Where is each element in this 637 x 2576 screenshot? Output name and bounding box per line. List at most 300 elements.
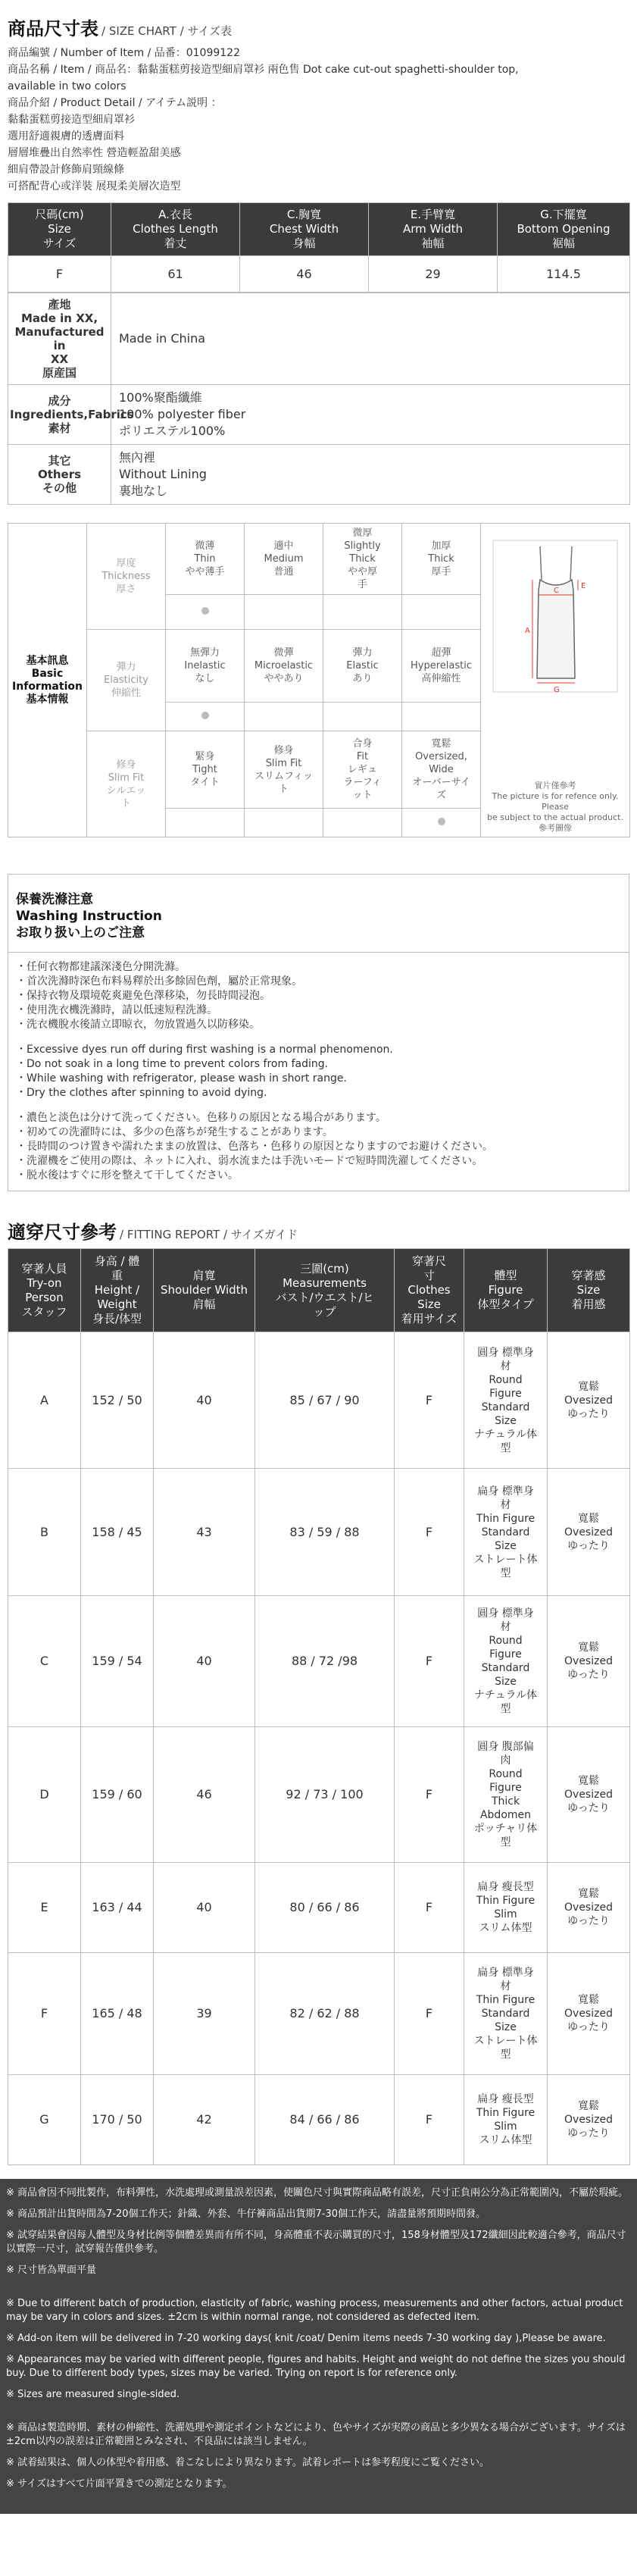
size-header-cell: [498, 203, 630, 256]
spacer: [16, 1100, 621, 1111]
header-line: E.手臂寬: [410, 208, 456, 221]
figure-line: 肉: [500, 1754, 511, 1767]
header-line: 体型タイプ: [477, 1297, 534, 1311]
option-line: レギュ: [347, 764, 377, 775]
header-line: 身長/体型: [92, 1312, 142, 1326]
option-line: ット: [352, 790, 373, 801]
label-line: Basic: [31, 667, 64, 680]
header-line: Chest Width: [269, 222, 339, 236]
wear-line: 寬鬆: [578, 1994, 599, 2006]
figure-line: 型: [500, 2049, 511, 2061]
figure-line: スリム体型: [479, 2134, 532, 2146]
shoulder-width: 40: [154, 1596, 255, 1727]
option-line: 適中: [273, 540, 294, 552]
washing-title-zh: 保養洗滌注意: [16, 892, 93, 907]
fitting-header-cell: [81, 1249, 154, 1332]
option-line: なし: [195, 673, 215, 684]
size-chart-title: 商品尺寸表: [8, 18, 98, 39]
shoulder-width: 39: [154, 1953, 255, 2075]
option-line: Thick: [428, 553, 454, 565]
clothes-size: F: [395, 2075, 464, 2165]
label-line: Manufactured in: [14, 325, 105, 352]
value-line: 無內裡: [119, 450, 156, 465]
figure-line: ナチュラル体: [473, 1689, 538, 1701]
wear-line: 寬鬆: [578, 1775, 599, 1787]
size-header-cell: [369, 203, 498, 256]
figure-line: Round: [489, 1635, 523, 1647]
figure-line: Standard: [481, 1401, 530, 1413]
figure-line: Size: [495, 2021, 517, 2033]
option-line: やや薄手: [185, 566, 225, 577]
header-line: Bottom Opening: [517, 222, 610, 236]
figure-type: [464, 1332, 548, 1469]
feature-option: [245, 731, 323, 809]
option-line: 普通: [273, 566, 294, 577]
figure-line: 扁身 標準身: [477, 1967, 534, 1979]
wear-line: ゆったり: [567, 2127, 610, 2139]
figure-line: Thick: [491, 1795, 520, 1808]
wear-line: Ovesized: [564, 1394, 613, 1407]
washing-title-ja: お取り扱い上のご注意: [16, 925, 145, 941]
basic-info-label: [8, 524, 87, 837]
label-line: 基本訊息: [26, 654, 69, 667]
washing-line: ・While washing with refrigerator, please wash in short range.: [16, 1072, 347, 1085]
option-line: 彈力: [352, 647, 373, 659]
washing-instruction: [8, 874, 629, 1191]
option-line: 寬鬆: [431, 738, 451, 750]
value-line: ポリエステル100%: [119, 424, 226, 438]
option-line: 微彈: [273, 647, 294, 659]
height-weight: 159 / 54: [81, 1596, 154, 1727]
spacer: [6, 2285, 631, 2297]
wear-line: 寬鬆: [578, 1888, 599, 1900]
header-line: バスト/ウエスト/ヒ: [275, 1290, 374, 1304]
selected-dot-icon: [438, 818, 445, 825]
caption-line: 實片僅參考: [534, 781, 576, 790]
shoulder-width: 42: [154, 2075, 255, 2165]
header-line: Measurements: [283, 1275, 367, 1290]
fitting-header-cell: [395, 1249, 464, 1332]
feature-selection-cell: [402, 595, 481, 630]
info-line: 商品介紹 / Product Detail / アイテム説明 ：: [8, 97, 222, 109]
note-line: ※ 商品は製造時期、素材の伸縮性、洗濯処理や測定ポイントなどにより、色やサイズが実際の商品と多少異なる場合がございます。サイズは±2cm以内の誤差は正常範囲とみなされ、不良品には該当しません。: [6, 2422, 626, 2447]
size-cell: 46: [240, 256, 369, 293]
fitting-header-cell: [548, 1249, 630, 1332]
washing-line: ・初めての洗濯時には、多少の色落ちが発生することがあります。: [16, 1126, 333, 1138]
measurements: 88 / 72 /98: [255, 1596, 395, 1727]
label-line: ト: [120, 797, 131, 809]
product-info: [0, 45, 637, 202]
feature-selection-cell: [245, 595, 323, 630]
material-label: [8, 293, 111, 385]
figure-line: 扁身 標準身: [477, 1485, 534, 1498]
washing-line: ・保持衣物及環境乾爽避免色澤移染，勿長時間浸泡。: [16, 990, 270, 1002]
fitting-row: [8, 1727, 630, 1863]
feature-option: [323, 524, 402, 595]
header-line: 肩寬: [192, 1269, 216, 1282]
height-weight: 163 / 44: [81, 1863, 154, 1953]
figure-line: ポッチャリ体: [473, 1823, 538, 1835]
wear-line: Ovesized: [564, 1901, 613, 1914]
header-line: 寸: [423, 1269, 435, 1282]
wear-line: ゆったり: [567, 1669, 610, 1681]
try-on-person: B: [8, 1469, 81, 1596]
option-line: Fit: [356, 751, 369, 762]
figure-type: [464, 1863, 548, 1953]
note-line: ※ Sizes are measured single-sided.: [6, 2389, 180, 2400]
value-line: 100%聚酯纖維: [119, 390, 202, 405]
size-table: [8, 202, 630, 293]
caption-line: The picture is for refence only. Please: [492, 791, 619, 812]
note-line: ※ Due to different batch of production, elasticity of fabric, washing process, measurements and other factors, actual product may be vary in colors and sizes. ±2cm is within normal range, not considered as defected item.: [6, 2298, 623, 2323]
header-line: 三圍(cm): [300, 1261, 349, 1275]
label-line: 厚度: [116, 558, 136, 569]
value-line: Made in China: [119, 331, 206, 346]
figure-type: [464, 1596, 548, 1727]
svg-text:E: E: [581, 582, 586, 590]
option-line: Hyperelastic: [411, 660, 472, 671]
option-line: ラーフィ: [343, 777, 382, 788]
fitting-row: [8, 1596, 630, 1727]
fitting-section: [0, 1217, 637, 2165]
size-cell: 29: [369, 256, 498, 293]
label-line: Others: [37, 468, 82, 481]
figure-line: Size: [495, 1676, 517, 1688]
header-line: 體型: [494, 1269, 517, 1282]
wear-line: Ovesized: [564, 2114, 613, 2126]
label-line: Elasticity: [104, 675, 148, 686]
info-line: 細肩帶設計修飾肩頸線條: [8, 164, 124, 176]
fitting-header-cell: [154, 1249, 255, 1332]
feature-selection-cell: [166, 809, 245, 837]
size-chart-title-row: [0, 0, 637, 45]
header-line: ップ: [313, 1304, 336, 1319]
feature-option: [245, 630, 323, 703]
figure-line: Size: [495, 1539, 517, 1552]
header-line: 着用感: [571, 1297, 606, 1311]
feature-option: [402, 524, 481, 595]
wear-line: Ovesized: [564, 1526, 613, 1538]
washing-title-en: Washing Instruction: [16, 909, 162, 924]
size-cell: 114.5: [498, 256, 630, 293]
header-line: サイズ: [42, 236, 77, 250]
wear-line: Ovesized: [564, 1655, 613, 1667]
shoulder-width: 46: [154, 1727, 255, 1863]
shoulder-width: 40: [154, 1863, 255, 1953]
washing-line: ・濃色と淡色は分けて洗ってください。色移りの原因となる場合があります。: [16, 1112, 386, 1124]
header-line: 身高 / 體: [94, 1254, 140, 1268]
header-line: 尺碼(cm): [35, 208, 84, 221]
option-line: 微薄: [195, 540, 215, 552]
header-line: Clothes Length: [133, 222, 218, 236]
try-on-person: F: [8, 1953, 81, 2075]
fitting-row: [8, 1953, 630, 2075]
wear-feel: [548, 1596, 630, 1727]
note-line: ※ Add-on item will be delivered in 7-20 working days( knit /coat/ Denim items needs 7-30 working day ),Please be aware.: [6, 2333, 606, 2344]
shoulder-width: 40: [154, 1332, 255, 1469]
feature-label: [87, 524, 166, 630]
header-line: Size: [417, 1297, 441, 1311]
try-on-person: C: [8, 1596, 81, 1727]
option-line: Thick: [349, 553, 376, 565]
label-line: 修身: [116, 759, 136, 771]
option-line: Slim Fit: [265, 757, 302, 769]
wear-line: 寬鬆: [578, 1380, 599, 1393]
note-line: ※ サイズはすべて片面平置きでの測定となります。: [6, 2478, 233, 2490]
option-line: 微厚: [352, 527, 373, 539]
material-label: [8, 445, 111, 505]
material-row: [8, 293, 630, 385]
option-line: 修身: [273, 744, 294, 756]
figure-line: 圓身 標準身: [477, 1607, 534, 1620]
option-line: やや厚: [347, 566, 377, 577]
option-line: あり: [352, 673, 373, 684]
figure-line: 材: [500, 1498, 511, 1511]
size-chart-subtitle: / SIZE CHART / サイズ表: [101, 24, 233, 38]
feature-option: [166, 731, 245, 809]
option-line: タイト: [190, 777, 220, 788]
feature-selection-cell: [323, 703, 402, 731]
figure-line: Thin Figure: [476, 2107, 536, 2119]
garment-diagram-icon: [487, 527, 623, 777]
height-weight: 165 / 48: [81, 1953, 154, 2075]
info-line: 黏黏蛋糕剪接造型細肩罩衫: [8, 114, 135, 126]
option-line: Tight: [192, 764, 217, 775]
wear-feel: [548, 1332, 630, 1469]
feature-selection-cell: [402, 809, 481, 837]
washing-line: ・Do not soak in a long time to prevent colors from fading.: [16, 1058, 329, 1070]
feature-selection-cell: [323, 809, 402, 837]
figure-line: Round: [489, 1768, 523, 1780]
wear-line: ゆったり: [567, 2021, 610, 2033]
header-line: Size: [48, 222, 71, 236]
label-line: Ingredients,Fabrics: [10, 408, 134, 421]
size-cell: 61: [111, 256, 240, 293]
header-line: 重: [111, 1269, 123, 1282]
wear-line: 寬鬆: [578, 1512, 599, 1525]
figure-type: [464, 2075, 548, 2165]
label-line: 產地: [48, 298, 71, 311]
size-header-cell: [8, 203, 111, 256]
figure-line: スリム体型: [479, 1922, 532, 1934]
note-line: ※ 商品會因不同批製作，布料彈性，水洗處理或測量誤差因素，使關色尺寸與實際商品略有誤差，尺寸正負兩公分為正常範圍內，不屬於瑕疵。: [6, 2187, 629, 2199]
fitting-subtitle: / FITTING REPORT / サイズガイド: [120, 1228, 298, 1241]
label-line: その他: [42, 481, 77, 495]
size-row: [8, 256, 630, 293]
figure-line: 材: [500, 1980, 511, 1992]
header-line: Arm Width: [402, 222, 464, 236]
size-chart-section: [0, 0, 637, 505]
header-line: 袖幅: [421, 236, 445, 250]
clothes-size: F: [395, 1596, 464, 1727]
feature-selection-cell: [402, 703, 481, 731]
wear-feel: [548, 1953, 630, 2075]
figure-line: ストレート体: [473, 1553, 538, 1566]
fitting-row: [8, 2075, 630, 2165]
value-line: 100% polyester fiber: [119, 407, 246, 421]
material-label: [8, 385, 134, 445]
label-line: Made in XX,: [20, 311, 98, 325]
header-line: C.胸寬: [286, 208, 322, 221]
fitting-row: [8, 1332, 630, 1469]
basic-info-section: [0, 523, 637, 837]
feature-option: [166, 630, 245, 703]
info-line: 選用舒適親膚的透膚面料: [8, 130, 124, 142]
material-table: [8, 293, 630, 505]
label-line: 基本情報: [26, 693, 69, 706]
material-value: [111, 385, 630, 445]
value-line: 裏地なし: [119, 484, 168, 498]
figure-line: Standard: [481, 1662, 530, 1674]
info-line: 層層堆疊出自然率性 營造輕盈甜美感: [8, 147, 181, 159]
label-line: 伸縮性: [111, 687, 141, 699]
option-line: スリムフィッ: [254, 770, 313, 782]
image-caption: [484, 781, 626, 834]
wear-line: ゆったり: [567, 1407, 610, 1420]
info-line: 商品名稱 / Item / 商品名：黏黏蛋糕剪接造型細肩罩衫 兩色售 Dot cake cut-out spaghetti-shoulder top,: [8, 64, 519, 76]
washing-line: ・使用洗衣機洗滌時，請以低速短程洗滌。: [16, 1004, 217, 1016]
note-line: ※ 試着結果は、個人の体型や着用感、着こなしにより異なります。試着レポートは参考程度にご覧ください。: [6, 2457, 489, 2468]
figure-line: Standard: [481, 2008, 530, 2020]
label-line: 成分: [48, 394, 71, 408]
try-on-person: G: [8, 2075, 81, 2165]
option-line: ズ: [436, 790, 446, 801]
fitting-title: 適穿尺寸參考: [8, 1222, 117, 1243]
clothes-size: F: [395, 1953, 464, 2075]
label-line: 厚さ: [116, 584, 136, 595]
feature-selection-cell: [166, 703, 245, 731]
selected-dot-icon: [201, 607, 209, 615]
fitting-title-row: [0, 1217, 637, 1248]
header-line: 肩幅: [192, 1297, 216, 1311]
feature-selection-cell: [166, 595, 245, 630]
height-weight: 158 / 45: [81, 1469, 154, 1596]
wear-line: ゆったり: [567, 1802, 610, 1814]
material-row: [8, 385, 630, 445]
feature-selection-cell: [245, 703, 323, 731]
figure-line: Abdomen: [479, 1809, 532, 1821]
figure-line: ストレート体: [473, 2035, 538, 2047]
label-line: Information: [12, 680, 83, 693]
try-on-person: E: [8, 1863, 81, 1953]
material-value: [111, 293, 630, 385]
feature-label: [87, 630, 166, 731]
option-line: Oversized,: [415, 751, 467, 762]
figure-type: [464, 1469, 548, 1596]
header-line: Height /: [94, 1283, 140, 1297]
try-on-person: A: [8, 1332, 81, 1469]
option-line: Thin: [194, 553, 216, 565]
option-line: 緊身: [195, 751, 215, 762]
size-header-cell: [111, 203, 240, 256]
washing-line: ・脱水後はすぐに形を整えて干してください。: [16, 1169, 239, 1182]
washing-line: ・洗衣機脫水後請立即晾衣，勿放置過久以防移染。: [16, 1019, 260, 1031]
washing-line: ・任何衣物都建議深淺色分開洗滌。: [16, 961, 186, 973]
figure-line: Standard: [481, 1526, 530, 1538]
option-line: 無彈力: [189, 647, 220, 659]
figure-line: 型: [500, 1703, 511, 1715]
option-line: オーバーサイ: [412, 777, 470, 788]
figure-type: [464, 1727, 548, 1863]
measurements: 85 / 67 / 90: [255, 1332, 395, 1469]
clothes-size: F: [395, 1727, 464, 1863]
figure-line: 型: [500, 1567, 511, 1579]
option-line: 合身: [352, 738, 373, 750]
option-line: Elastic: [346, 660, 379, 671]
fitting-row: [8, 1469, 630, 1596]
label-line: Thickness: [101, 571, 151, 582]
header-line: 穿著人員: [21, 1261, 67, 1275]
svg-text:A: A: [525, 627, 530, 635]
option-line: 加厚: [431, 540, 451, 552]
note-line: ※ Appearances may be varied with different people, figures and habits. Height and weight do not define the sizes you should buy. Due to different body types, sizes may be varied. Trying on report is for reference only.: [6, 2354, 626, 2379]
measurements: 82 / 62 / 88: [255, 1953, 395, 2075]
option-line: Slightly: [344, 540, 381, 552]
washing-line: ・洗濯機をご使用の際は、ネットに入れ、弱水流または手洗いモードで短時間洗濯してください。: [16, 1155, 483, 1167]
size-cell: F: [8, 256, 111, 293]
svg-text:G: G: [554, 686, 560, 694]
fitting-row: [8, 1863, 630, 1953]
caption-line: 參考圖像: [539, 823, 572, 833]
option-line: Medium: [264, 553, 304, 565]
wear-feel: [548, 1863, 630, 1953]
header-line: 着用サイズ: [401, 1312, 457, 1326]
fitting-header-cell: [8, 1249, 81, 1332]
wear-line: Ovesized: [564, 1789, 613, 1801]
figure-line: Slim: [494, 2121, 517, 2133]
value-line: Without Lining: [119, 467, 207, 481]
figure-line: 圓身 標準身: [477, 1346, 534, 1359]
label-line: 其它: [48, 454, 71, 468]
figure-line: Size: [495, 1414, 517, 1427]
wear-feel: [548, 1727, 630, 1863]
figure-line: Figure: [489, 1782, 522, 1794]
feature-selection-cell: [245, 809, 323, 837]
fitting-table: [8, 1248, 630, 2165]
note-line: ※ 試穿結果會因每人體型及身材比例等個體差異而有所不同，身高體重不表示購買的尺寸，158身材體型及172纖細因此較適合參考，商品尺寸以實際一尺寸，試穿報告僅供參考。: [6, 2230, 626, 2255]
label-line: Slim Fit: [108, 772, 145, 784]
feature-option: [402, 630, 481, 703]
option-line: 手: [357, 579, 367, 590]
feature-option: [323, 630, 402, 703]
height-weight: 170 / 50: [81, 2075, 154, 2165]
header-line: Shoulder Width: [160, 1283, 248, 1297]
header-line: Person: [25, 1290, 64, 1304]
header-line: A.衣長: [158, 208, 192, 221]
measurements: 84 / 66 / 86: [255, 2075, 395, 2165]
header-line: Figure: [488, 1283, 523, 1297]
clothes-size: F: [395, 1863, 464, 1953]
info-line: 可搭配背心或洋裝 展現柔美層次造型: [8, 180, 181, 192]
washing-line: ・首次洗滌時深色布料易釋於出多餘固色劑，屬於正常現象。: [16, 975, 302, 988]
label-line: シルエッ: [106, 784, 146, 797]
shoulder-width: 43: [154, 1469, 255, 1596]
spacer: [16, 1032, 621, 1043]
figure-line: 圓身 腹部偏: [477, 1741, 534, 1753]
feature-table: [8, 523, 630, 837]
height-weight: 152 / 50: [81, 1332, 154, 1469]
wear-feel: [548, 1469, 630, 1596]
svg-text:C: C: [554, 587, 559, 595]
label-line: 彈力: [116, 662, 136, 673]
figure-line: 材: [500, 1621, 511, 1633]
option-line: 高伸縮性: [421, 673, 461, 684]
header-line: Size: [576, 1283, 601, 1297]
label-line: XX: [50, 352, 69, 366]
option-line: ト: [278, 783, 289, 795]
figure-line: 材: [500, 1360, 511, 1373]
garment-illustration: [481, 524, 630, 837]
